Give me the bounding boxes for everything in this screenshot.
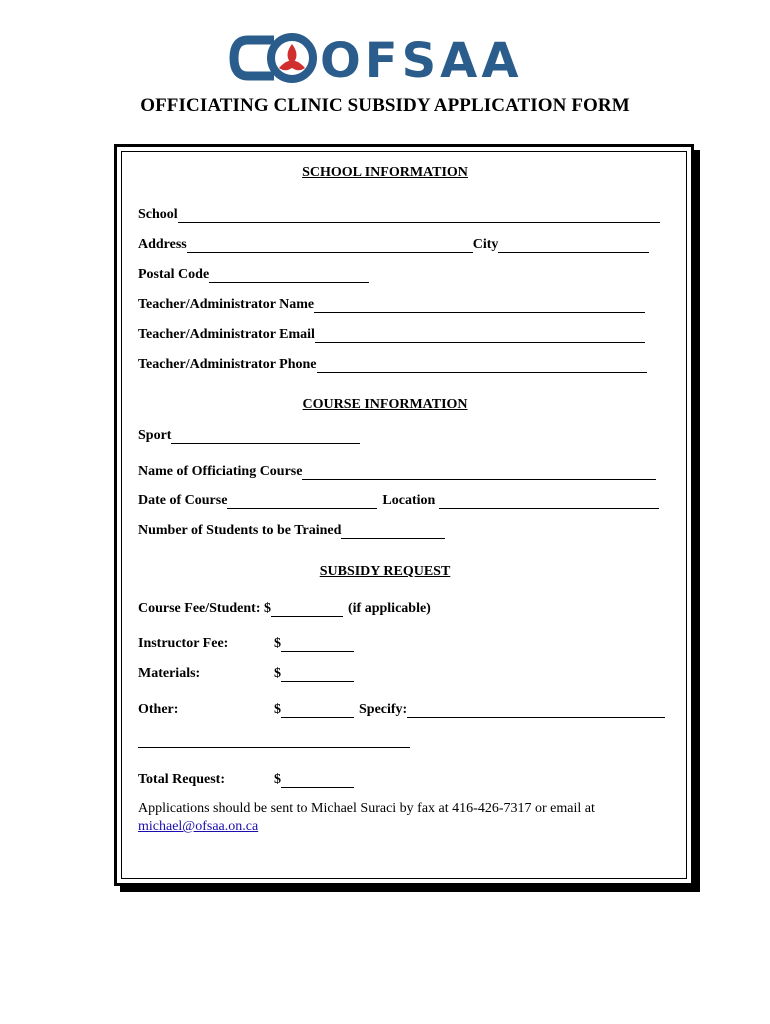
specify-field[interactable] [407, 703, 665, 718]
address-label: Address [138, 237, 187, 252]
address-row [138, 235, 649, 253]
course-name-field[interactable] [302, 465, 656, 480]
course-name-row [138, 462, 656, 480]
course-info-heading: COURSE INFORMATION [302, 397, 468, 412]
teacher-name-label: Teacher/Administrator Name [138, 297, 315, 312]
instructor-dollar: $ [274, 636, 281, 651]
course-fee-row [138, 599, 431, 617]
form-title: OFFICIATING CLINIC SUBSIDY APPLICATION FORM [140, 95, 630, 116]
city-field[interactable] [498, 238, 649, 253]
email-link[interactable]: michael@ofsaa.on.ca [138, 819, 259, 834]
postal-code-field[interactable] [209, 268, 369, 283]
course-fee-label: Course Fee/Student: $ [138, 601, 271, 616]
if-applicable-label: (if applicable) [348, 601, 431, 616]
materials-row [138, 664, 354, 682]
teacher-email-row [138, 325, 645, 343]
teacher-email-field[interactable] [315, 328, 645, 343]
students-field[interactable] [341, 524, 445, 539]
date-location-row [138, 491, 659, 509]
teacher-phone-field[interactable] [317, 358, 647, 373]
subsidy-heading: SUBSIDY REQUEST [319, 564, 451, 579]
postal-code-label: Postal Code [138, 267, 210, 282]
teacher-name-row [138, 295, 645, 313]
school-info-heading: SCHOOL INFORMATION [302, 165, 468, 180]
location-label: Location [382, 493, 436, 508]
specify-label: Specify: [359, 702, 408, 717]
instructor-fee-row [138, 634, 354, 652]
submission-text: Applications should be sent to Michael Suraci by fax at 416-426-7317 or email at [138, 801, 595, 816]
postal-row [138, 265, 369, 283]
other-label: Other: [138, 702, 179, 717]
materials-field[interactable] [281, 667, 354, 682]
submission-note [138, 800, 658, 836]
total-row [138, 770, 354, 788]
total-dollar: $ [274, 772, 281, 787]
school-row [138, 205, 660, 223]
school-field[interactable] [178, 208, 660, 223]
trillium-icon [271, 37, 313, 79]
students-row [138, 521, 445, 539]
instructor-fee-field[interactable] [281, 637, 354, 652]
course-name-label: Name of Officiating Course [138, 464, 303, 479]
teacher-phone-row [138, 355, 647, 373]
sport-row [138, 426, 360, 444]
city-label: City [472, 237, 499, 252]
materials-dollar: $ [274, 666, 281, 681]
date-label: Date of Course [138, 493, 228, 508]
instructor-fee-label: Instructor Fee: [138, 636, 229, 651]
materials-label: Materials: [138, 666, 201, 681]
other-field[interactable] [281, 703, 354, 718]
sport-label: Sport [138, 428, 172, 443]
total-label: Total Request: [138, 772, 225, 787]
location-field[interactable] [439, 494, 659, 509]
svg-text:OFSAA: OFSAA [320, 33, 523, 86]
ofsaa-logo [228, 30, 546, 86]
total-field[interactable] [281, 773, 354, 788]
extra-line-row [138, 730, 410, 748]
sport-field[interactable] [171, 429, 360, 444]
other-row [138, 700, 665, 718]
extra-specify-field[interactable] [138, 733, 410, 748]
date-field[interactable] [227, 494, 377, 509]
students-label: Number of Students to be Trained [138, 523, 342, 538]
other-dollar: $ [274, 702, 281, 717]
teacher-name-field[interactable] [314, 298, 645, 313]
course-fee-field[interactable] [271, 602, 343, 617]
school-label: School [138, 207, 178, 222]
teacher-phone-label: Teacher/Administrator Phone [138, 357, 317, 372]
teacher-email-label: Teacher/Administrator Email [138, 327, 315, 342]
address-field[interactable] [187, 238, 473, 253]
